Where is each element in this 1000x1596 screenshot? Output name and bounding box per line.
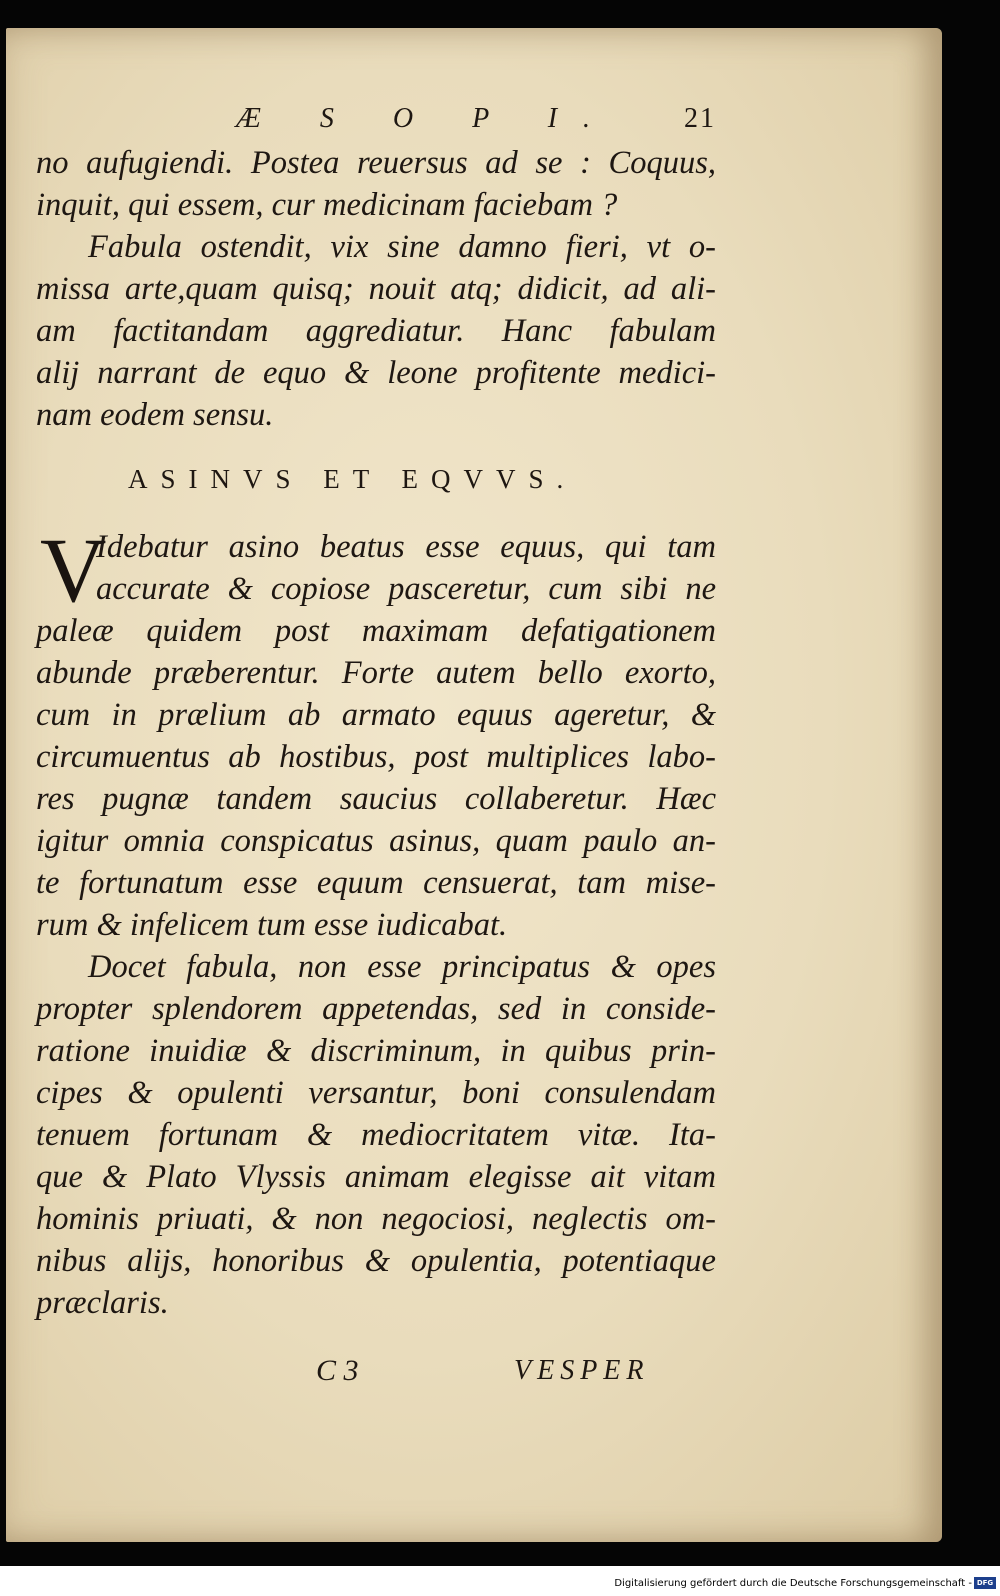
dfg-logo-icon: DFG [974,1577,996,1589]
moral-paragraph-1 [36,226,716,436]
text-line: que & Plato Vlyssis animam elegisse ait vitam [36,1159,716,1195]
funding-credit-text: Digitalisierung gefördert durch die Deutsche Forschungsgemeinschaft - [614,1578,972,1589]
text-line: rum & infelicem tum esse iudicabat. [36,907,508,943]
catchword: VESPER [514,1355,650,1386]
fable-title: ASINVS ET EQVVS. [128,464,577,494]
text-line: hominis priuati, & non negociosi, neglectis om- [36,1201,716,1237]
text-line: ratione inuidiæ & discriminum, in quibus prin- [36,1033,716,1069]
text-line: cipes & opulenti versantur, boni consulendam [36,1075,716,1111]
funding-credit-bar [0,1566,1000,1596]
drop-cap-initial: V [40,519,107,621]
text-line: cum in prælium ab armato equus ageretur, & [36,697,716,733]
text-line: res pugnæ tandem saucius collaberetur. Hæc [36,781,716,817]
text-line: propter splendorem appetendas, sed in conside- [36,991,716,1027]
continuation-paragraph [36,142,716,226]
text-line: paleæ quidem post maximam defatigationem [36,613,716,649]
running-title: Æ S O P I. [236,103,617,134]
book-page [6,28,942,1542]
text-line: te fortunatum esse equum censuerat, tam mise- [36,865,716,901]
text-line: missa arte,quam quisq; nouit atq; didicit, ad ali- [36,271,716,307]
signature-mark: C 3 [316,1354,359,1387]
text-line: inquit, qui essem, cur medicinam faciebam ? [36,187,618,223]
text-line: Fabula ostendit, vix sine damno fieri, vt o- [88,229,716,265]
page-number: 21 [684,103,716,134]
running-head [36,98,716,142]
text-line: Docet fabula, non esse principatus & opes [88,949,716,985]
text-line: am factitandam aggrediatur. Hanc fabulam [36,313,716,349]
page-text-block [36,98,716,1400]
text-line: circumuentus ab hostibus, post multiplices labo- [36,739,716,775]
text-line: nam eodem sensu. [36,397,274,433]
moral-paragraph-2 [36,946,716,1324]
text-line: Idebatur asino beatus esse equus, qui tam [96,529,716,565]
text-line: nibus alijs, honoribus & opulentia, potentiaque [36,1243,716,1279]
text-line: igitur omnia conspicatus asinus, quam paulo an- [36,823,716,859]
fable-paragraph [36,519,716,946]
text-line: accurate & copiose pasceretur, cum sibi ne [96,571,716,607]
text-line: no aufugiendi. Postea reuersus ad se : Coquus, [36,145,716,181]
page-footer [36,1350,716,1400]
text-line: alij narrant de equo & leone profitente medici- [36,355,716,391]
text-line: tenuem fortunam & mediocritatem vitæ. Ita- [36,1117,716,1153]
text-line: abunde præberentur. Forte autem bello exorto, [36,655,716,691]
text-line: præclaris. [36,1285,169,1321]
